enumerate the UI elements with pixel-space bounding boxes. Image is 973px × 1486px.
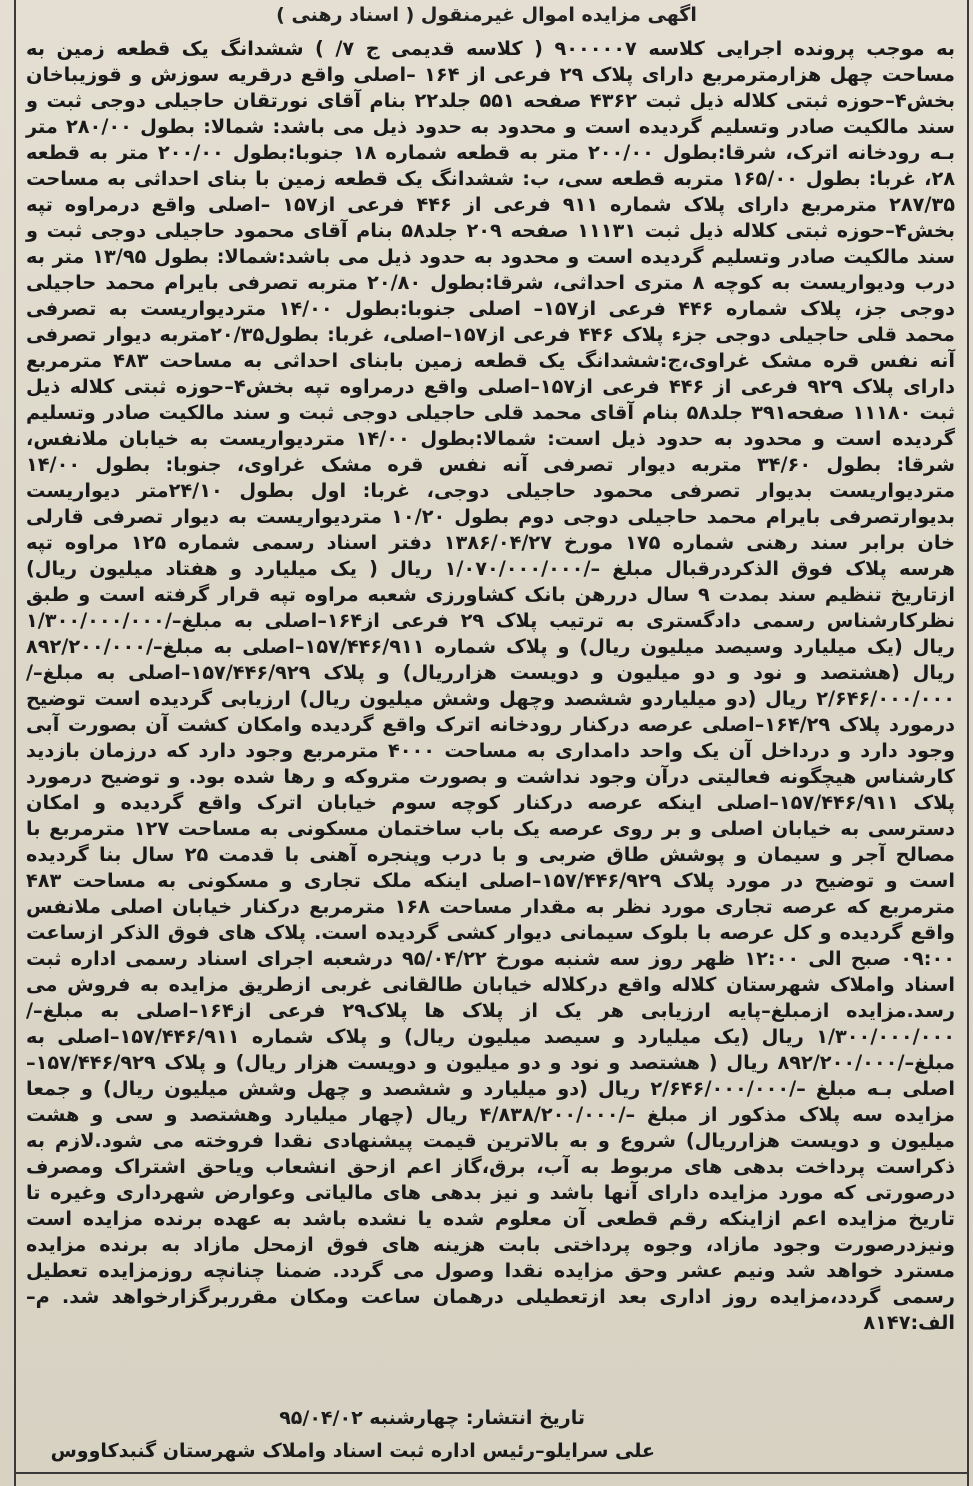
publication-date: تاریخ انتشار: چهارشنبه ۹۵/۰۴/۰۲ [279,1407,585,1429]
signature: علی سرایلو–رئیس اداره ثبت اسناد واملاک شهرستان گنبدکاووس [50,1440,655,1462]
bottom-divider [14,1472,969,1474]
notice-body: به موجب پرونده اجرایی کلاسه ۹۰۰۰۰۰۷ ( کلاسه قدیمی ج ۷/ ) ششدانگ یک قطعه زمین به مساحت چهل هزارمترمربع دارای پلاک ۲۹ فرعی از ۱۶۴ –اصلی واقع درقریه سوزش و قوزیباخان بخش۴–حوزه ثبتی کلاله ذیل ثبت ۴۳۶۲ صفحه ۵۵۱ جلد۲۲ بنام آقای نورتقان حاجیلی دوجی ثبت و سند مالکیت صادر وتسلیم گردیده است و محدود به حدود ذیل می باشد: شمالا: بطول ۲۸۰/۰۰ متر بـه رودخانه اترک، شرقا:بطول ۲۰۰/۰۰ متر به قطعه شماره ۱۸ جنوبا:بطول ۲۰۰/۰۰ متر به قطعه ۲۸، غربا: بطول ۱۶۵/۰۰ متربه قطعه سی، ب: ششدانگ یک قطعه زمین با بنای احداثی به مساحت ۲۸۷/۳۵ مترمربع دارای پلاک شماره ۹۱۱ فرعی از ۴۴۶ فرعی از۱۵۷ –اصلی واقع درمراوه تپه بخش۴–حوزه ثبتی کلاله ذیل ثبت ۱۱۱۳۱ صفحه ۲۰۹ جلد۵۸ بنام آقای محمود حاجیلی دوجی ثبت و سند مالکیت صادر وتسلیم گردیده است و محدود به حدود ذیل می باشد:شمالا: بطول ۱۳/۹۵ متر به درب ودیواریست به کوچه ۸ متری احداثی، شرقا:بطول ۲۰/۸۰ متربه تصرفی بایرام محمد حاجیلی دوجی جز، پلاک شماره ۴۴۶ فرعی از۱۵۷– اصلی جنوبا:بطول ۱۴/۰۰ متردیواریست به تصرفی محمد قلی حاجیلی دوجی جزء پلاک ۴۴۶ فرعی از۱۵۷–اصلی، غربا: بطول۲۰/۳۵متربه دیوار تصرفی آنه نفس قره مشک غراوی،ج:ششدانگ یک قطعه زمین بابنای احداثی به مساحت ۴۸۳ مترمربع دارای پلاک ۹۲۹ فرعی از ۴۴۶ فرعی از۱۵۷–اصلی واقع درمراوه تپه بخش۴–حوزه ثبتی کلاله ذیل ثبت ۱۱۱۸۰ صفحه۳۹۱ جلد۵۸ بنام آقای محمد قلی حاجیلی دوجی ثبت و سند مالکیت صادر وتسلیم گردیده است و محدود به حدود ذیل است: شمالا:بطول ۱۴/۰۰ متردیواریست به خیابان ملانفس، شرقا: بطول ۳۴/۶۰ متربه دیوار تصرفی آنه نفس قره مشک غراوی، جنوبا: بطول ۱۴/۰۰ متردیواریست بدیوار تصرفی محمود حاجیلی دوجی، غربا: اول بطول ۲۴/۱۰متر دیواریست بدیوارتصرفی بایرام محمد حاجیلی دوجی دوم بطول ۱۰/۲۰ متردیواریست به دیوار تصرفی قارلی خان برابر سند رهنی شماره ۱۷۵ مورخ ۱۳۸۶/۰۴/۲۷ دفتر اسناد رسمی شماره ۱۲۵ مراوه تپه هرسه پلاک فوق الذکردرقبال مبلغ –/۱/۰۷۰/۰۰۰/۰۰۰ ریال ( یک میلیارد و هفتاد میلیون ریال) ازتاریخ تنظیم سند بمدت ۹ سال دررهن بانک کشاورزی شعبه مراوه تپه قرار گرفته است و طبق نظرکارشناس رسمی دادگستری به ترتیب پلاک ۲۹ فرعی از۱۶۴–اصلی به مبلغ–/۱/۳۰۰/۰۰۰/۰۰۰ ریال (یک میلیارد وسیصد میلیون ریال) و پلاک شماره ۱۵۷/۴۴۶/۹۱۱–اصلی به مبلغ–/۸۹۲/۲۰۰/۰۰۰ ریال (هشتصد و نود و دو میلیون و دویست هزارریال) و پلاک ۱۵۷/۴۴۶/۹۲۹–اصلی به مبلغ–/۲/۶۴۶/۰۰۰/۰۰۰ ریال (دو میلیاردو ششصد وچهل وشش میلیون ریال) ارزیابی گردیده است توضیح درمورد پلاک ۱۶۴/۲۹–اصلی عرصه درکنار رودخانه اترک واقع گردیده وامکان کشت آن بصورت آبی وجود دارد و درداخل آن یک واحد دامداری به مساحت ۴۰۰۰ مترمربع وجود دارد که درزمان بازدید کارشناس هیچگونه فعالیتی درآن وجود نداشت و بصورت متروکه و رها شده بود. و توضیح درمورد پلاک ۱۵۷/۴۴۶/۹۱۱–اصلی اینکه عرصه درکنار کوچه سوم خیابان اترک واقع گردیده و امکان دسترسی به خیابان اصلی و بر روی عرصه یک باب ساختمان مسکونی به مساحت ۱۲۷ مترمربع با مصالح آجر و سیمان و پوشش طاق ضربی و با درب وپنجره آهنی با قدمت ۲۵ سال بنا گردیده است و توضیح در مورد پلاک ۱۵۷/۴۴۶/۹۲۹–اصلی اینکه ملک تجاری و مسکونی به مساحت ۴۸۳ مترمربع که عرصه تجاری مورد نظر به مقدار مساحت ۱۶۸ مترمربع درکنار خیابان اصلی ملانفس واقع گردیده و کل عرصه با بلوک سیمانی دیوار کشی گردیده است. پلاک های فوق الذکر ازساعت ۰۹:۰۰ صبح الی ۱۲:۰۰ ظهر روز سه شنبه مورخ ۹۵/۰۴/۲۲ درشعبه اجرای اسناد رسمی اداره ثبت اسناد واملاک شهرستان کلاله واقع درکلاله خیابان طالقانی غربی ازطریق مزایده به فروش می رسد.مزایده ازمبلغ–پایه ارزیابی هر یک از پلاک ها پلاک۲۹ فرعی از۱۶۴–اصلی به مبلغ–/۱/۳۰۰/۰۰۰/۰۰۰ ریال (یک میلیارد و سیصد میلیون ریال) و پلاک شماره ۱۵۷/۴۴۶/۹۱۱–اصلی به مبلغ–/۸۹۲/۲۰۰/۰۰۰ ریال ( هشتصد و نود و دو میلیون و دویست هزار ریال) و پلاک ۱۵۷/۴۴۶/۹۲۹–اصلی بـه مبلغ –/۲/۶۴۶/۰۰۰/۰۰۰ ریال (دو میلیارد و ششصد و چهل وشش میلیون ریال) و جمعا مزایده سه پلاک مذکور از مبلغ –/۴/۸۳۸/۲۰۰/۰۰۰ ریال (چهار میلیارد وهشتصد و سی و هشت میلیون و دویست هزارریال) شروع و به بالاترین قیمت پیشنهادی نقدا فروخته می شود.لازم به ذکراست پرداخت بدهی های مربوط به آب، برق،گاز اعم ازحق انشعاب ویاحق اشتراک ومصرف درصورتی که مورد مزایده دارای آنها باشد و نیز بدهی های مالیاتی وعوارض شهرداری وغیره تا تاریخ مزایده اعم ازاینکه رقم قطعی آن معلوم شده یا نشده باشد به عهده برنده مزایده است ونیزدرصورت وجود مازاد، وجوه پرداختی بابت هزینه های فوق ازمحل مازاد به برنده مزایده مسترد خواهد شد ونیم عشر وحق مزایده نقدا وصول می گردد. ضمنا چنانچه روزمزایده تعطیل رسمی گردد،مزایده روز اداری بعد ازتعطیلی درهمان ساعت ومکان مقرربرگزارخواهد شد. م–الف:۸۱۴۷ [26,37,956,1334]
notice-title: اگهی مزایده اموال غیرمنقول ( اسناد رهنی ) [276,4,697,26]
column-border-right [967,0,969,1486]
column-border-left [14,0,16,1486]
